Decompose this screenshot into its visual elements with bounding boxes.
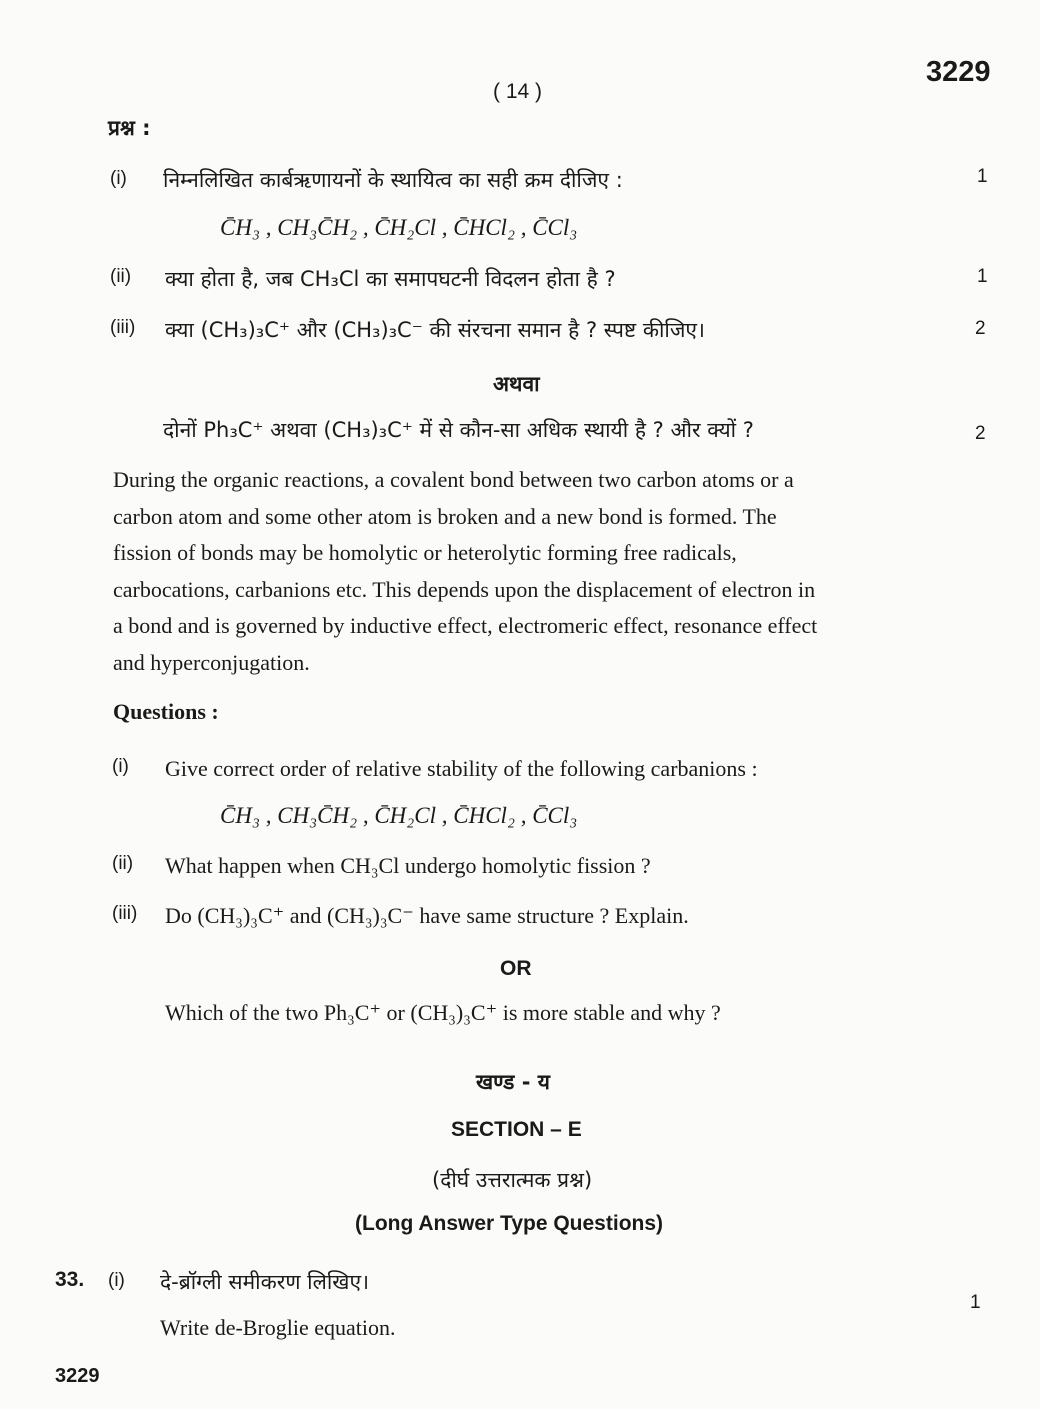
q33-number: 33.	[55, 1268, 85, 1291]
q33-text: Write de-Broglie equation.	[160, 1315, 396, 1340]
q1-text: Give correct order of relative stability of the following carbanions :	[165, 756, 758, 781]
questions-heading: Questions :	[113, 699, 219, 724]
hindi-or-label: अथवा	[493, 372, 540, 396]
q2-text: What happen when CH₃Cl undergo homolytic fission ?	[165, 853, 651, 878]
passage-line: a bond and is governed by inductive effect, electromeric effect, resonance effect	[113, 613, 818, 638]
hindi-q1-formula: C̄H₃ , CH₃C̄H₂ , C̄H₂Cl , C̄HCl₂ , C̄Cl₃	[220, 215, 578, 240]
hindi-q2-number: (ii)	[110, 266, 132, 287]
hindi-q1-text: निम्नलिखित कार्बऋणायनों के स्थायित्व का सही क्रम दीजिए :	[163, 168, 623, 192]
section-title: SECTION – E	[451, 1118, 582, 1141]
q1-formula: C̄H₃ , CH₃C̄H₂ , C̄H₂Cl , C̄HCl₂ , C̄Cl₃	[220, 803, 578, 828]
q2-number: (ii)	[112, 853, 134, 874]
q33-part: (i)	[108, 1270, 125, 1291]
passage-line: carbocations, carbanions etc. This depends upon the displacement of electron in	[113, 576, 816, 602]
paper-code-header: 3229	[926, 56, 991, 88]
q1-number: (i)	[112, 756, 129, 777]
or-question: Which of the two Ph₃C⁺ or (CH₃)₃C⁺ is more stable and why ?	[165, 1000, 721, 1025]
passage-line: and hyperconjugation.	[113, 649, 310, 675]
section-hindi-title: खण्ड - य	[476, 1070, 550, 1094]
hindi-q2-marks: 1	[977, 266, 988, 287]
hindi-or-marks: 2	[975, 423, 986, 444]
passage-line: carbon atom and some other atom is broken and a new bond is formed. The	[113, 503, 777, 529]
passage-line: During the organic reactions, a covalent bond between two carbon atoms or a	[113, 467, 794, 492]
q33-hindi-text: दे-ब्रॉग्ली समीकरण लिखिए।	[160, 1270, 370, 1294]
hindi-questions-heading: प्रश्न :	[108, 116, 151, 140]
hindi-q1-marks: 1	[977, 166, 988, 187]
hindi-or-question: दोनों Ph₃C⁺ अथवा (CH₃)₃C⁺ में से कौन-सा अधिक स्थायी है ? और क्यों ?	[163, 418, 754, 442]
hindi-q3-text: क्या (CH₃)₃C⁺ और (CH₃)₃C⁻ की संरचना समान है ? स्पष्ट कीजिए।	[165, 318, 705, 342]
q33-marks: 1	[970, 1292, 981, 1313]
section-subtitle: (Long Answer Type Questions)	[355, 1212, 664, 1235]
q3-text: Do (CH₃)₃C⁺ and (CH₃)₃C⁻ have same structure ? Explain.	[165, 903, 689, 928]
q3-number: (iii)	[112, 903, 138, 924]
hindi-q3-number: (iii)	[110, 317, 136, 338]
passage	[113, 462, 988, 681]
section-hindi-subtitle: (दीर्घ उत्तरात्मक प्रश्न)	[432, 1168, 593, 1192]
paper-code-footer: 3229	[55, 1365, 100, 1387]
hindi-q3-marks: 2	[975, 318, 986, 339]
hindi-q1-number: (i)	[110, 168, 127, 189]
passage-line: fission of bonds may be homolytic or heterolytic forming free radicals,	[113, 540, 737, 565]
page-number: ( 14 )	[493, 80, 543, 103]
or-label: OR	[500, 957, 532, 980]
hindi-q2-text: क्या होता है, जब CH₃Cl का समापघटनी विदलन होता है ?	[165, 267, 616, 291]
